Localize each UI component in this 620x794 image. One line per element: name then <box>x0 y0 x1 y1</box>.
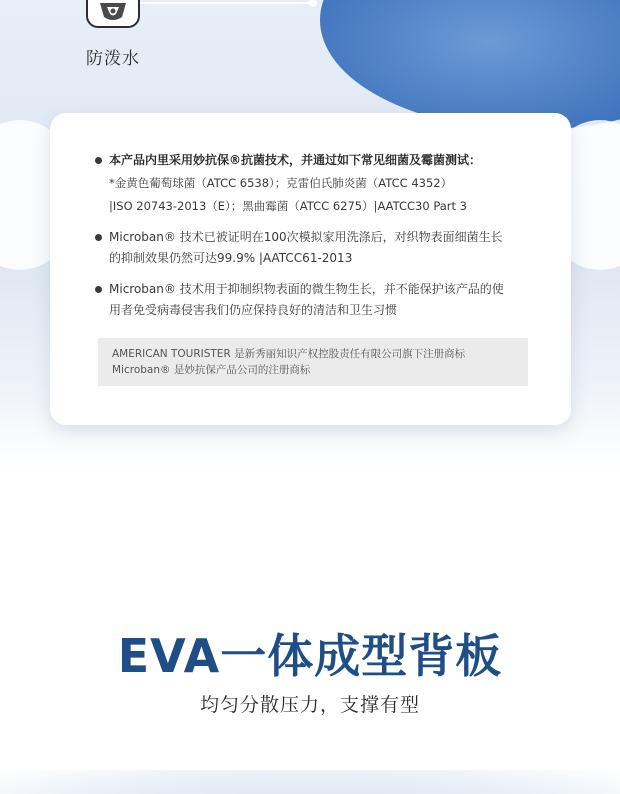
bullet-line: 用者免受病毒侵害我们仍应保持良好的清洁和卫生习惯 <box>109 303 398 317</box>
list-item <box>95 227 535 269</box>
water-shield-icon <box>86 0 140 28</box>
trademark-note <box>98 338 528 386</box>
trademark-line-2: Microban® 是妙抗保产品公司的注册商标 <box>112 364 311 376</box>
bullet-list <box>95 150 535 331</box>
bullet-dot <box>95 234 102 241</box>
decorative-blue-blob <box>320 0 620 130</box>
list-item <box>95 279 535 321</box>
bullet-line: Microban® 技术用于抑制织物表面的微生物生长，并不能保护该产品的使 <box>109 282 504 296</box>
bullet-lead: 本产品内里采用妙抗保®抗菌技术，并通过如下常见细菌及霉菌测试： <box>109 153 482 167</box>
test-line-2: |ISO 20743-2013（E）；黑曲霉菌（ATCC 6275）|AATCC30 Part 3 <box>109 199 468 213</box>
callout-line <box>140 2 312 4</box>
feature-label: 防泼水 <box>86 49 140 69</box>
bullet-dot <box>95 157 102 164</box>
section-subtitle: 均匀分散压力，支撑有型 <box>199 694 420 716</box>
decorative-bottom-curve <box>0 770 620 794</box>
test-line-1: *金黄色葡萄球菌（ATCC 6538）；克雷伯氏肺炎菌（ATCC 4352） <box>109 176 453 190</box>
trademark-line-1: AMERICAN TOURISTER 是新秀丽知识产权控股责任有限公司旗下注册商标 <box>112 348 466 360</box>
bullet-line: Microban® 技术已被证明在100次模拟家用洗涤后，对织物表面细菌生长 <box>109 230 503 244</box>
section-title: EVA一体成型背板 <box>117 629 503 683</box>
bullet-line: 的抑制效果仍然可达99.9% |AATCC61-2013 <box>109 251 353 265</box>
bullet-dot <box>95 286 102 293</box>
list-item <box>95 150 535 217</box>
info-card <box>50 113 571 425</box>
